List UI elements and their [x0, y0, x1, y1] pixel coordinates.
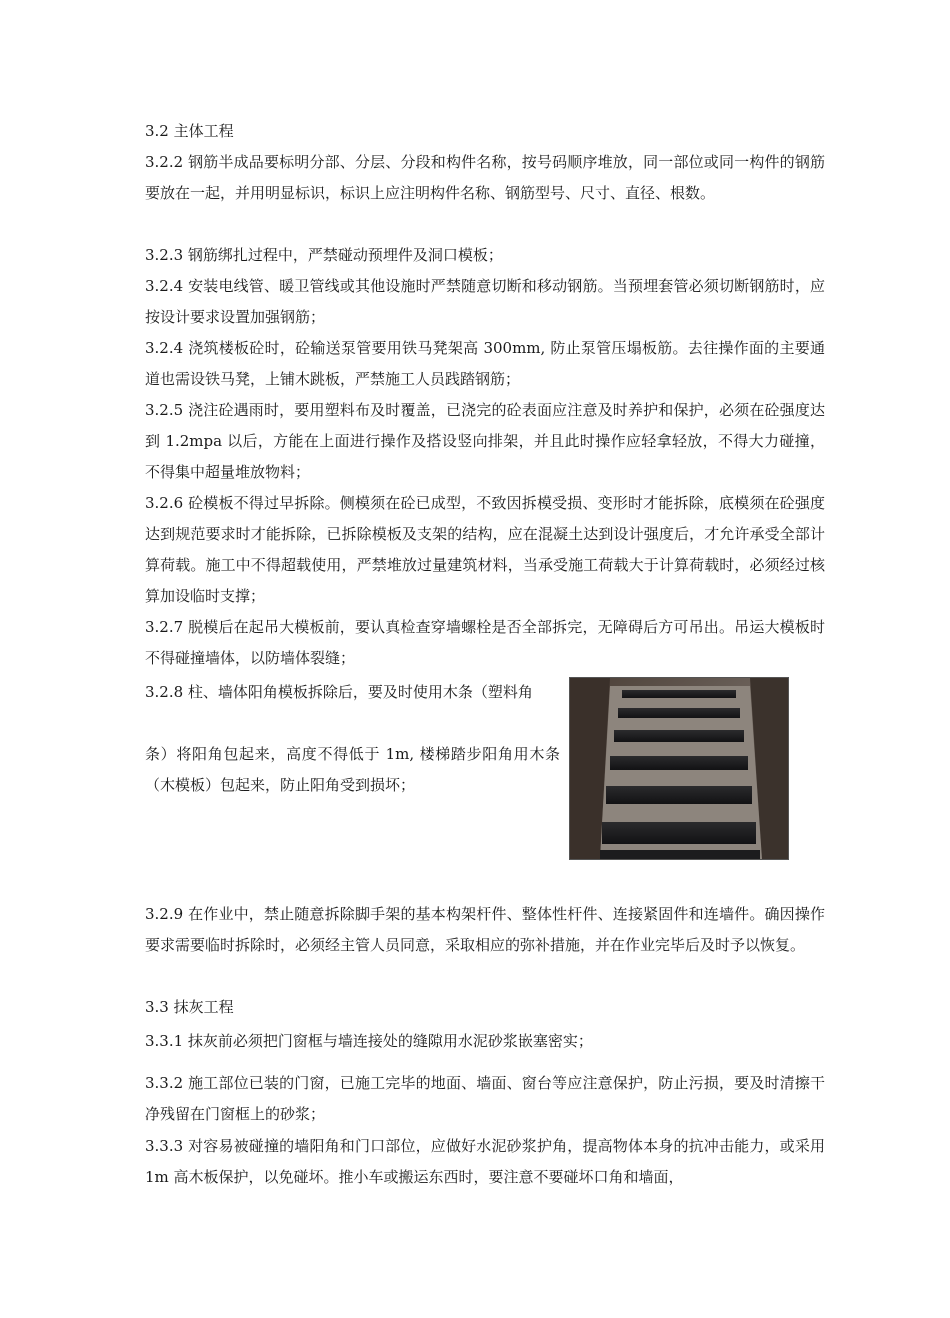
stair-steps-photo — [569, 677, 789, 860]
section-heading-3-2: 3.2 主体工程 — [145, 122, 234, 140]
paragraph-3-2-8-line-2: 条）将阳角包起来，高度不得低于 1m, 楼梯踏步阳角用木条（木模板）包起来，防止阳角受到损坏； — [145, 745, 560, 794]
paragraph-3-3-2: 3.3.2 施工部位已装的门窗，已施工完毕的地面、墙面、窗台等应注意保护，防止污损，要及时清擦干净残留在门窗框上的砂浆； — [145, 1074, 825, 1123]
paragraph-3-2-9: 3.2.9 在作业中，禁止随意拆除脚手架的基本构架杆件、整体性杆件、连接紧固件和连墙件。确因操作要求需要临时拆除时，必须经主管人员同意，采取相应的弥补措施，并在作业完毕后及时予以恢复。 — [145, 905, 825, 954]
paragraph-3-2-6: 3.2.6 砼模板不得过早拆除。侧模须在砼已成型，不致因拆模受损、变形时才能拆除，底模须在砼强度达到规范要求时才能拆除，已拆除模板及支架的结构，应在混凝土达到设计强度后，才允许承受全部计算荷载。施工中不得超载使用，严禁堆放过量建筑材料，当承受施工荷载大于计算荷载时，必须经过核算加设临时支撑； — [145, 494, 825, 605]
paragraph-3-2-4a: 3.2.4 安装电线管、暖卫管线或其他设施时严禁随意切断和移动钢筋。当预埋套管必须切断钢筋时，应按设计要求设置加强钢筋； — [145, 277, 825, 326]
paragraph-3-2-2: 3.2.2 钢筋半成品要标明分部、分层、分段和构件名称，按号码顺序堆放，同一部位或同一构件的钢筋要放在一起，并用明显标识，标识上应注明构件名称、钢筋型号、尺寸、直径、根数。 — [145, 153, 825, 202]
stair-tread — [600, 850, 760, 859]
paragraph-3-2-7: 3.2.7 脱模后在起吊大模板前，要认真检查穿墙螺栓是否全部拆完，无障碍后方可吊出。吊运大模板时不得碰撞墙体，以防墙体裂缝； — [145, 618, 825, 667]
stair-tread — [614, 730, 744, 742]
stair-tread — [622, 690, 736, 698]
stair-tread — [610, 756, 748, 770]
paragraph-3-3-1: 3.3.1 抹灰前必须把门窗框与墙连接处的缝隙用水泥砂浆嵌塞密实； — [145, 1032, 593, 1050]
paragraph-3-2-3: 3.2.3 钢筋绑扎过程中，严禁碰动预埋件及洞口模板； — [145, 246, 503, 264]
stair-tread — [602, 822, 756, 844]
stair-tread — [618, 708, 740, 718]
paragraph-3-2-5: 3.2.5 浇注砼遇雨时，要用塑料布及时覆盖，已浇完的砼表面应注意及时养护和保护，必须在砼强度达到 1.2mpa 以后，方能在上面进行操作及搭设竖向排架，并且此时操作应轻拿轻放，不得大力碰撞，不得集中超量堆放物料； — [145, 401, 825, 481]
paragraph-3-2-4b: 3.2.4 浇筑楼板砼时，砼输送泵管要用铁马凳架高 300mm, 防止泵管压塌板筋。去往操作面的主要通道也需设铁马凳，上铺木跳板，严禁施工人员践踏钢筋； — [145, 339, 825, 388]
section-heading-3-3: 3.3 抹灰工程 — [145, 998, 234, 1016]
paragraph-3-2-8-line-1: 3.2.8 柱、墙体阳角模板拆除后，要及时使用木条（塑料角 — [145, 683, 533, 701]
paragraph-3-3-3: 3.3.3 对容易被碰撞的墙阳角和门口部位，应做好水泥砂浆护角，提高物体本身的抗冲击能力，或采用 1m 高木板保护，以免碰坏。推小车或搬运东西时，要注意不要碰坏口角和墙面， — [145, 1137, 825, 1186]
stair-tread — [606, 786, 752, 804]
